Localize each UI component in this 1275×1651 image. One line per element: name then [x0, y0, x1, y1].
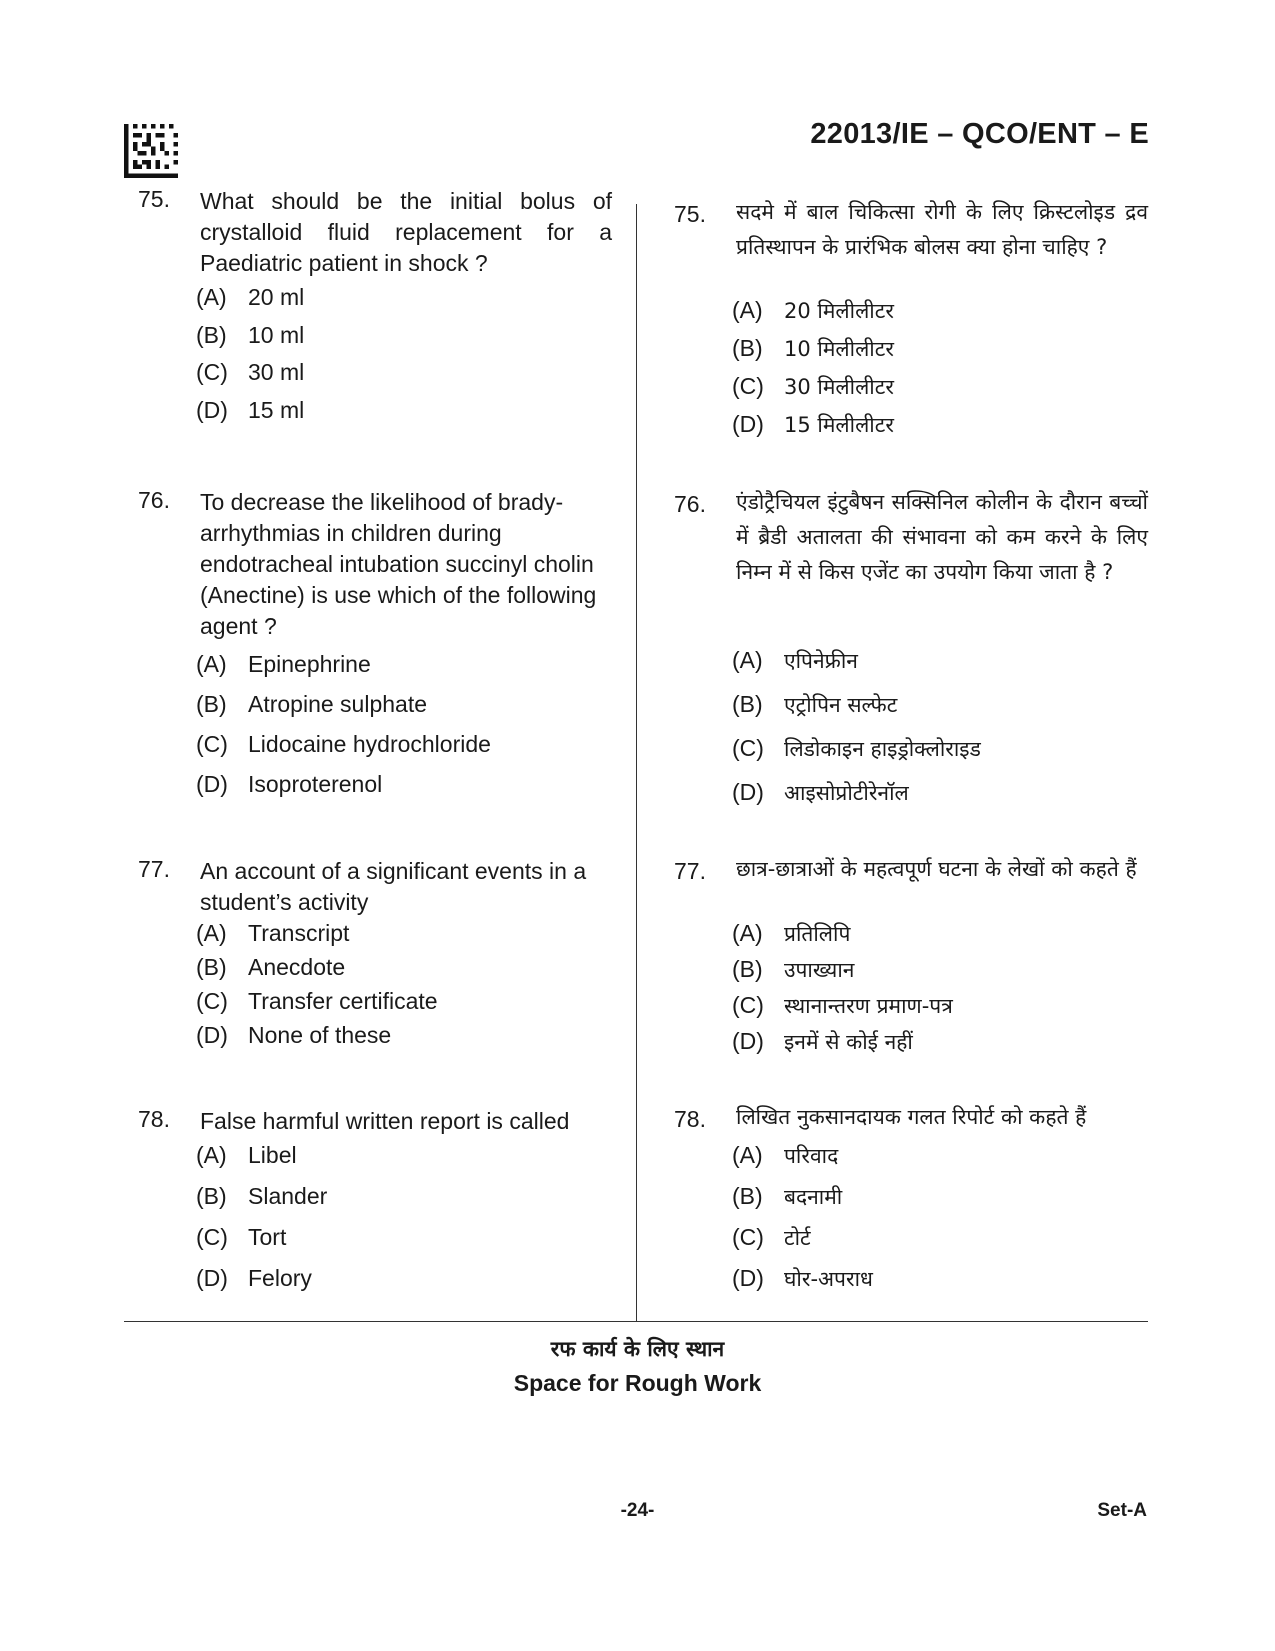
question-text: False harmful written report is called: [200, 1108, 570, 1134]
option-label: (D): [732, 1028, 764, 1054]
option-a: [732, 920, 1148, 956]
option-a: [196, 1142, 612, 1183]
question-text: An account of a significant events in a student’s activity: [200, 858, 587, 915]
option-label: (A): [196, 920, 227, 946]
option-label: (A): [196, 284, 227, 310]
question-text: लिखित नुकसानदायक गलत रिपोर्ट को कहते हैं: [736, 1105, 1087, 1129]
option-c: [196, 988, 612, 1022]
option-label: (C): [732, 373, 764, 399]
option-label: (D): [732, 779, 764, 805]
option-b: [196, 691, 612, 731]
question-text: एंडोट्रैचियल इंटुबैषन सक्सिनिल कोलीन के दौरान बच्चों में ब्रैडी अतालता की संभावना को कम करने के लिए निम्न में से किस एजेंट का उपयोग किया जाता है ?: [736, 490, 1148, 584]
option-text: एपिनेफ्रीन: [784, 649, 858, 673]
option-text: Transfer certificate: [248, 988, 438, 1014]
option-label: (C): [732, 992, 764, 1018]
option-label: (A): [196, 1142, 227, 1168]
option-text: 10 ml: [248, 321, 305, 348]
question-text: To decrease the likelihood of brady-arrhythmias in children during endotracheal intubation succinyl cholin (Anectine) is use which of the following agent ?: [200, 489, 597, 639]
option-text: Transcript: [248, 920, 350, 946]
option-text: इनमें से कोई नहीं: [784, 1030, 913, 1054]
option-text: एट्रोपिन सल्फेट: [784, 693, 898, 717]
question-number: 77.: [674, 858, 706, 884]
option-text: Isoproterenol: [248, 771, 383, 797]
question-text: छात्र-छात्राओं के महत्वपूर्ण घटना के लेखों को कहते हैं: [736, 857, 1137, 881]
column-divider: [636, 204, 637, 1322]
question-number: 78.: [138, 1106, 170, 1132]
question-number: 78.: [674, 1106, 706, 1132]
option-text: None of these: [248, 1022, 392, 1048]
option-c: [732, 373, 1148, 411]
option-c: [732, 992, 1148, 1028]
option-c: [732, 735, 1148, 779]
option-label: (A): [732, 920, 763, 946]
options-list: [196, 651, 612, 811]
option-label: (B): [196, 954, 227, 980]
option-text: प्रतिलिपि: [784, 922, 851, 946]
option-text: परिवाद: [784, 1144, 839, 1168]
option-c: [196, 1224, 612, 1265]
option-label: (B): [732, 335, 763, 361]
option-d: [196, 397, 612, 435]
option-label: (A): [732, 647, 763, 673]
option-text: 20 ml: [248, 284, 305, 310]
option-label: (D): [196, 771, 228, 797]
option-label: (C): [732, 735, 764, 761]
option-label: (B): [732, 956, 763, 982]
option-d: [732, 779, 1148, 823]
page-number: -24-: [620, 1500, 655, 1521]
options-list: [196, 920, 612, 1056]
option-b: [732, 1183, 1148, 1224]
option-label: (C): [732, 1224, 764, 1250]
option-label: (B): [732, 691, 763, 717]
option-label: (D): [196, 1022, 228, 1048]
option-label: (B): [196, 691, 227, 717]
option-b: [732, 691, 1148, 735]
option-label: (B): [732, 1183, 763, 1209]
option-label: (B): [196, 321, 227, 348]
question-number: 76.: [674, 491, 706, 517]
option-a: [196, 920, 612, 954]
option-label: (A): [196, 651, 227, 677]
options-list: [196, 1142, 612, 1306]
option-text: Slander: [248, 1183, 328, 1209]
rough-work-label-english: Space for Rough Work: [513, 1370, 762, 1396]
option-text: 20 मिलीलीटर: [784, 299, 894, 323]
option-text: Felory: [248, 1265, 312, 1291]
option-d: [732, 1028, 1148, 1064]
option-text: Atropine sulphate: [248, 691, 428, 717]
option-text: 30 ml: [248, 359, 305, 385]
option-label: (D): [196, 1265, 228, 1291]
option-text: स्थानान्तरण प्रमाण-पत्र: [784, 994, 953, 1018]
option-c: [196, 359, 612, 397]
option-text: Tort: [248, 1224, 287, 1250]
option-b: [196, 1183, 612, 1224]
option-text: Epinephrine: [248, 651, 371, 677]
option-text: Libel: [248, 1142, 297, 1168]
option-label: (D): [732, 411, 764, 437]
option-text: बदनामी: [784, 1185, 843, 1209]
option-label: (D): [196, 396, 228, 423]
option-text: आइसोप्रोटीरेनॉल: [784, 781, 909, 805]
option-d: [196, 1265, 612, 1306]
option-text: टोर्ट: [784, 1226, 811, 1250]
question-number: 77.: [138, 856, 170, 882]
option-label: (C): [196, 1224, 228, 1250]
options-list: [732, 647, 1148, 823]
option-a: [732, 1142, 1148, 1183]
qr-code-icon: [124, 124, 178, 178]
option-label: (B): [196, 1183, 227, 1209]
set-label: Set-A: [1097, 1500, 1147, 1521]
option-text: Lidocaine hydrochloride: [248, 731, 491, 757]
option-d: [196, 771, 612, 811]
options-list: [732, 920, 1148, 1064]
option-text: 15 मिलीलीटर: [784, 413, 894, 437]
exam-code: 22013/IE – QCO/ENT – E: [810, 118, 1149, 150]
option-text: 10 मिलीलीटर: [784, 337, 894, 361]
option-a: [732, 297, 1148, 335]
option-a: [732, 647, 1148, 691]
option-d: [732, 1265, 1148, 1306]
option-text: लिडोकाइन हाइड्रोक्लोराइड: [784, 737, 981, 761]
option-c: [732, 1224, 1148, 1265]
option-label: (C): [196, 731, 228, 757]
option-label: (D): [732, 1265, 764, 1291]
question-number: 75.: [138, 186, 170, 212]
question-text: सदमे में बाल चिकित्सा रोगी के लिए क्रिस्टलोइड द्रव प्रतिस्थापन के प्रारंभिक बोलस क्या होना चाहिए ?: [736, 200, 1148, 259]
option-text: Anecdote: [248, 954, 346, 980]
options-list: [732, 297, 1148, 449]
horizontal-divider: [124, 1321, 1148, 1322]
rough-work-label-hindi: रफ कार्य के लिए स्थान: [550, 1337, 725, 1361]
option-b: [196, 322, 612, 360]
option-b: [732, 335, 1148, 373]
option-text: घोर-अपराध: [784, 1267, 873, 1291]
option-label: (C): [196, 359, 228, 385]
option-d: [196, 1022, 612, 1056]
option-label: (A): [732, 1142, 763, 1168]
option-b: [196, 954, 612, 988]
options-list: [196, 284, 612, 434]
option-label: (A): [732, 297, 763, 323]
option-text: 15 ml: [248, 396, 305, 423]
question-number: 76.: [138, 487, 170, 513]
option-c: [196, 731, 612, 771]
question-text: What should be the initial bolus of crystalloid fluid replacement for a Paediatric patient in shock ?: [200, 188, 612, 276]
option-a: [196, 284, 612, 322]
option-b: [732, 956, 1148, 992]
options-list: [732, 1142, 1148, 1306]
option-d: [732, 411, 1148, 449]
option-text: 30 मिलीलीटर: [784, 375, 894, 399]
option-a: [196, 651, 612, 691]
question-number: 75.: [674, 201, 706, 227]
option-label: (C): [196, 988, 228, 1014]
option-text: उपाख्यान: [784, 958, 855, 982]
